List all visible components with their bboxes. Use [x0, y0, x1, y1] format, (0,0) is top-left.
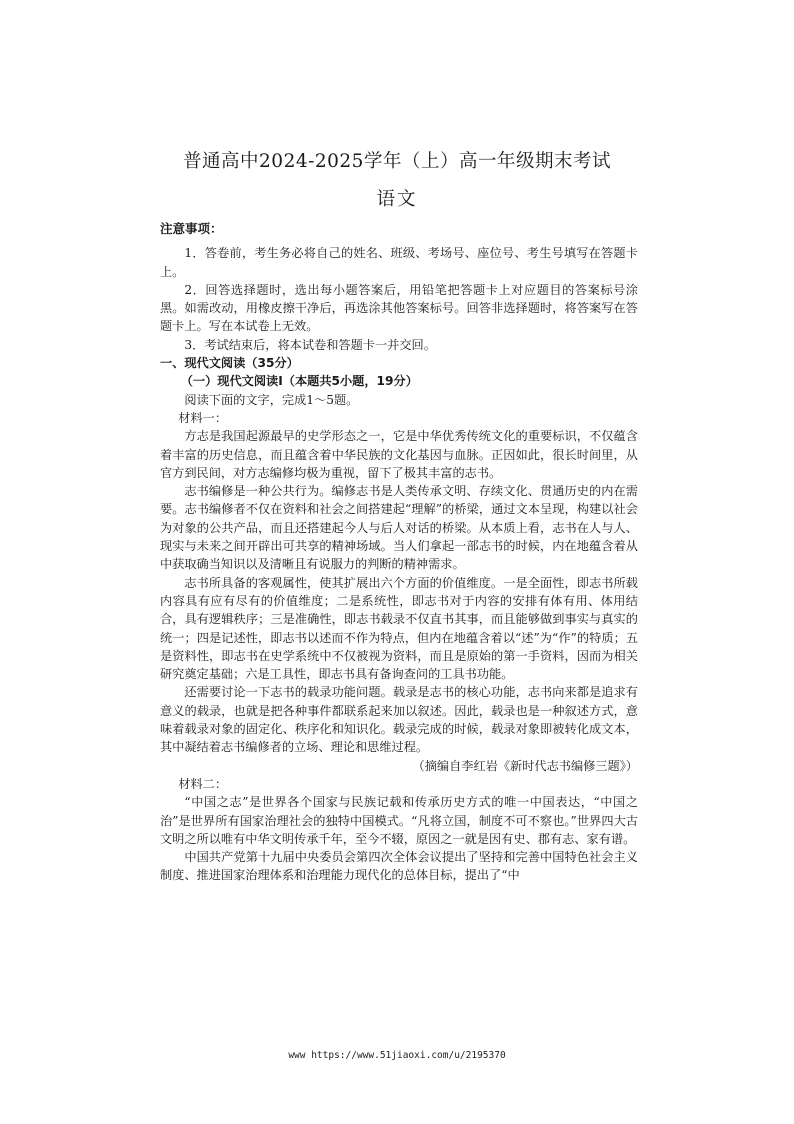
notes-item-1: 1．答卷前，考生务必将自己的姓名、班级、考场号、座位号、考生号填写在答题卡上。	[160, 246, 638, 279]
material2-paragraph: 中国共产党第十九届中央委员会第四次全体会议提出了坚持和完善中国特色社会主义制度、推进国家治理体系和治理能力现代化的总体目标，提出了“中	[160, 850, 638, 883]
subject-title: 语文	[376, 189, 418, 210]
material2-paragraph: “中国之志”是世界各个国家与民族记载和传承历史方式的唯一中国表达，“中国之治”是世界所有国家治理社会的独特中国模式。“凡将立国，制度不可不察也。”世界四大古文明之所以唯有中华文明传承千年，至今不辍，原因之一就是因有史、郡有志、家有谱。	[160, 795, 638, 846]
material1-paragraph: 方志是我国起源最早的史学形态之一，它是中华优秀传统文化的重要标识，不仅蕴含着丰富的历史信息，而且蕴含着中华民族的文化基因与血脉。正因如此，很长时间里，从官方到民间，对方志编修均极为重视，留下了极其丰富的志书。	[160, 429, 638, 480]
material2-label: 材料二：	[178, 776, 228, 791]
notes-item-3: 3．考试结束后，将本试卷和答题卡一并交回。	[184, 337, 436, 352]
reading-instruction: 阅读下面的文字，完成1～5题。	[184, 392, 359, 407]
material1-paragraph: 志书所具备的客观属性，使其扩展出六个方面的价值维度。一是全面性，即志书所载内容具有应有尽有的价值维度；二是系统性，即志书对于内容的安排有体有用、体用结合，具有逻辑秩序；三是准确性，即志书载录不仅直书其事，而且能够做到事实与真实的统一；四是记述性，即志书以述而不作为特点，但内在地蕴含着以“述”为“作”的特质；五是资料性，即志书在史学系统中不仅被视为资料，而且是原始的第一手资料，因而为相关研究奠定基础；六是工具性，即志书具有备询查问的工具书功能。	[160, 575, 639, 682]
section-heading: 一、现代文阅读（35分）	[160, 356, 299, 371]
exam-title: 普通高中2024-2025学年（上）高一年级期末考试	[183, 151, 611, 172]
notes-item-2: 2．回答选择题时，选出每小题答案后，用铅笔把答题卡上对应题目的答案标号涂黑。如需改动，用橡皮擦干净后，再选涂其他答案标号。回答非选择题时，将答案写在答题卡上。写在本试卷上无效。	[160, 282, 638, 334]
material1-source: （摘编自李红岩《新时代志书编修三题》）	[412, 758, 638, 773]
material1-label: 材料一：	[178, 410, 228, 425]
material1-paragraph: 志书编修是一种公共行为。编修志书是人类传承文明、存续文化、贯通历史的内在需要。志书编修者不仅在资料和社会之间搭建起“理解”的桥梁，通过文本呈现，构建以社会为对象的公共产品，而且还搭建起今人与后人对话的桥梁。从本质上看，志书在人与人、现实与未来之间开辟出可共享的精神场域。当人们拿起一部志书的时候，内在地蕴含着从中获取确当知识以及清晰且有说服力的判断的精神需求。	[160, 484, 638, 572]
notes-heading: 注意事项：	[160, 221, 223, 236]
exam-content	[160, 220, 638, 885]
sub-section-heading: （一）现代文阅读Ⅰ（本题共5小题，19分）	[180, 374, 418, 389]
footer-watermark-url: www https://www.51jiaoxi.com/u/2195370	[288, 1050, 506, 1061]
material1-paragraph: 还需要讨论一下志书的载录功能问题。载录是志书的核心功能，志书向来都是追求有意义的载录，也就是把各种事件都联系起来加以叙述。因此，载录也是一种叙述方式，意味着载录对象的固定化、秩序化和知识化。载录完成的时候，载录对象即被转化成文本，其中凝结着志书编修者的立场、理论和思维过程。	[160, 685, 638, 755]
